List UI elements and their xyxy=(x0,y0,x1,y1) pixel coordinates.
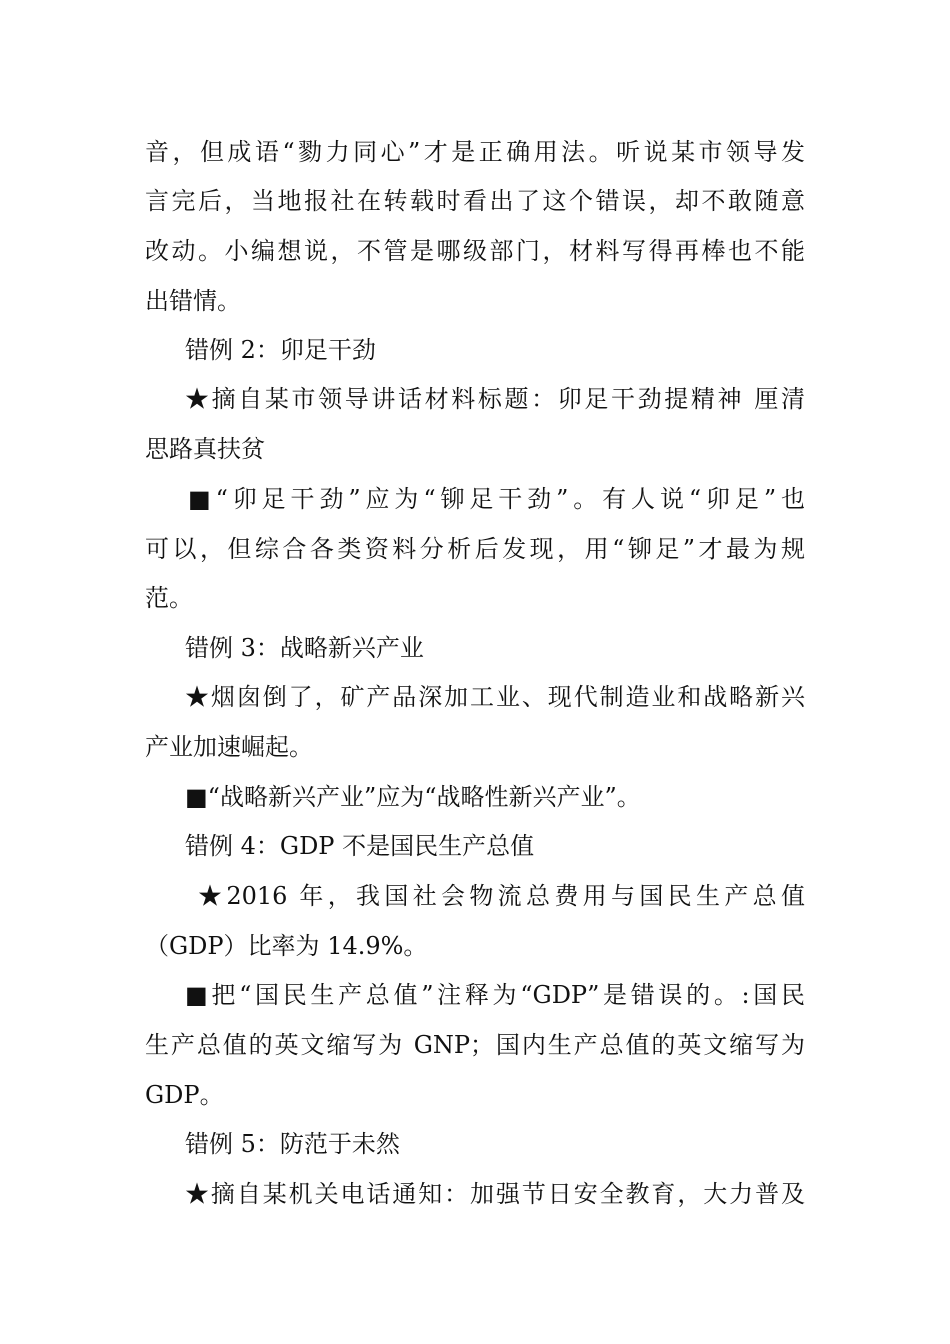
paragraph-line: 音，但成语“勠力同心”才是正确用法。听说某市领导发 xyxy=(145,138,805,166)
example-quote: ★烟囱倒了，矿产品深加工业、现代制造业和战略新兴 xyxy=(185,683,805,711)
example-quote: ★摘自某机关电话通知：加强节日安全教育，大力普及 xyxy=(185,1180,805,1208)
example-quote: （GDP）比率为 14.9%。 xyxy=(145,932,428,960)
example-quote: ★2016 年，我国社会物流总费用与国民生产总值 xyxy=(198,882,805,910)
paragraph-line: 言完后，当地报社在转载时看出了这个错误，却不敢随意 xyxy=(145,187,805,215)
example-heading: 错例 5：防范于未然 xyxy=(185,1130,400,1158)
correction-note: ■把“国民生产总值”注释为“GDP”是错误的。:国民 xyxy=(185,981,805,1009)
paragraph-line: 出错情。 xyxy=(145,287,241,315)
example-heading: 错例 2：卯足干劲 xyxy=(185,336,376,364)
correction-note: 范。 xyxy=(145,584,193,612)
correction-note: GDP。 xyxy=(145,1081,224,1109)
correction-note: ■“战略新兴产业”应为“战略性新兴产业”。 xyxy=(185,783,641,811)
correction-note: 可以，但综合各类资料分析后发现，用“铆足”才最为规 xyxy=(145,535,805,563)
example-quote: 产业加速崛起。 xyxy=(145,733,313,761)
correction-note: ■“卯足干劲”应为“铆足干劲”。有人说“卯足”也 xyxy=(188,485,805,513)
example-quote: 思路真扶贫 xyxy=(145,435,265,463)
example-quote: ★摘自某市领导讲话材料标题：卯足干劲提精神 厘清 xyxy=(185,385,805,413)
example-heading: 错例 3：战略新兴产业 xyxy=(185,634,424,662)
example-heading: 错例 4：GDP 不是国民生产总值 xyxy=(185,832,535,860)
paragraph-line: 改动。小编想说，不管是哪级部门，材料写得再棒也不能 xyxy=(145,237,805,265)
correction-note: 生产总值的英文缩写为 GNP；国内生产总值的英文缩写为 xyxy=(145,1031,805,1059)
